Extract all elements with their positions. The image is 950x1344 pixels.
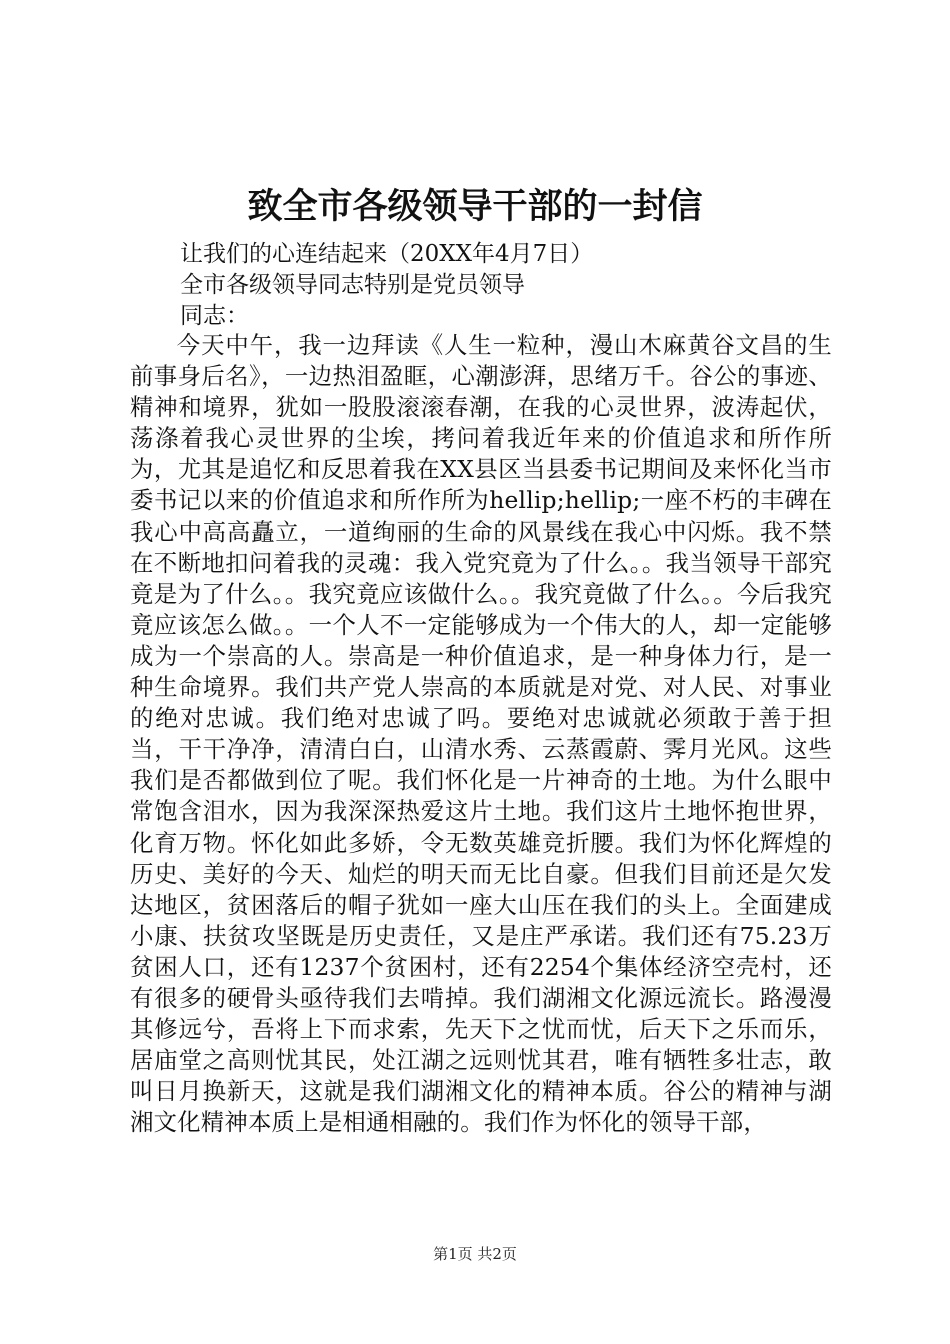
document-title: 致全市各级领导干部的一封信 bbox=[247, 186, 703, 227]
intro-line-2: 全市各级领导同志特别是党员领导 bbox=[180, 272, 525, 298]
page-footer: 第1页 共2页 bbox=[433, 1245, 517, 1263]
intro-line-1: 让我们的心连结起来（20XX年4月7日） bbox=[180, 241, 594, 267]
intro-line-3: 同志： bbox=[180, 303, 249, 329]
body-paragraph: 今天中午，我一边拜读《人生一粒种，漫山木麻黄谷文昌的生前事身后名》，一边热泪盈眶，心潮澎湃，思绪万千。谷公的事迹、精神和境界，犹如一股股滚滚春潮，在我的心灵世界，波涛起伏，荡涤着我心灵世界的尘埃，拷问着我近年来的价值追求和所作所为，尤其是追忆和反思着我在XX县区当县委书记期间及来怀化当市委书记以来的价值追求和所作所为hellip;hellip;一座不朽的丰碑在我心中高高矗立，一道绚丽的生命的风景线在我心中闪烁。我不禁在不断地扣问着我的灵魂：我入党究竟为了什么。。我当领导干部究竟是为了什么。。我究竟应该做什么。。我究竟做了什么。。今后我究竟应该怎么做。。一个人不一定能够成为一个伟大的人，却一定能够成为一个崇高的人。崇高是一种价值追求，是一种身体力行，是一种生命境界。我们共产党人崇高的本质就是对党、对人民、对事业的绝对忠诚。我们绝对忠诚了吗。要绝对忠诚就必须敢于善于担当，干干净净，清清白白，山清水秀、云蒸霞蔚、霁月光风。这些我们是否都做到位了呢。我们怀化是一片神奇的土地。为什么眼中常饱含泪水，因为我深深热爱这片土地。我们这片土地怀抱世界，化育万物。怀化如此多娇，令无数英雄竞折腰。我们为怀化辉煌的历史、美好的今天、灿烂的明天而无比自豪。但我们目前还是欠发达地区，贫困落后的帽子犹如一座大山压在我们的头上。全面建成小康、扶贫攻坚既是历史责任，又是庄严承诺。我们还有75.23万贫困人口，还有1237个贫困村，还有2254个集体经济空壳村，还有很多的硬骨头亟待我们去啃掉。我们湖湘文化源远流长。路漫漫其修远兮，吾将上下而求索，先天下之忧而忧，后天下之乐而乐，居庙堂之高则忧其民，处江湖之远则忧其君，唯有牺牲多壮志，敢叫日月换新天，这就是我们湖湘文化的精神本质。谷公的精神与湖湘文化精神本质上是相通相融的。我们作为怀化的领导干部， bbox=[130, 331, 832, 1137]
